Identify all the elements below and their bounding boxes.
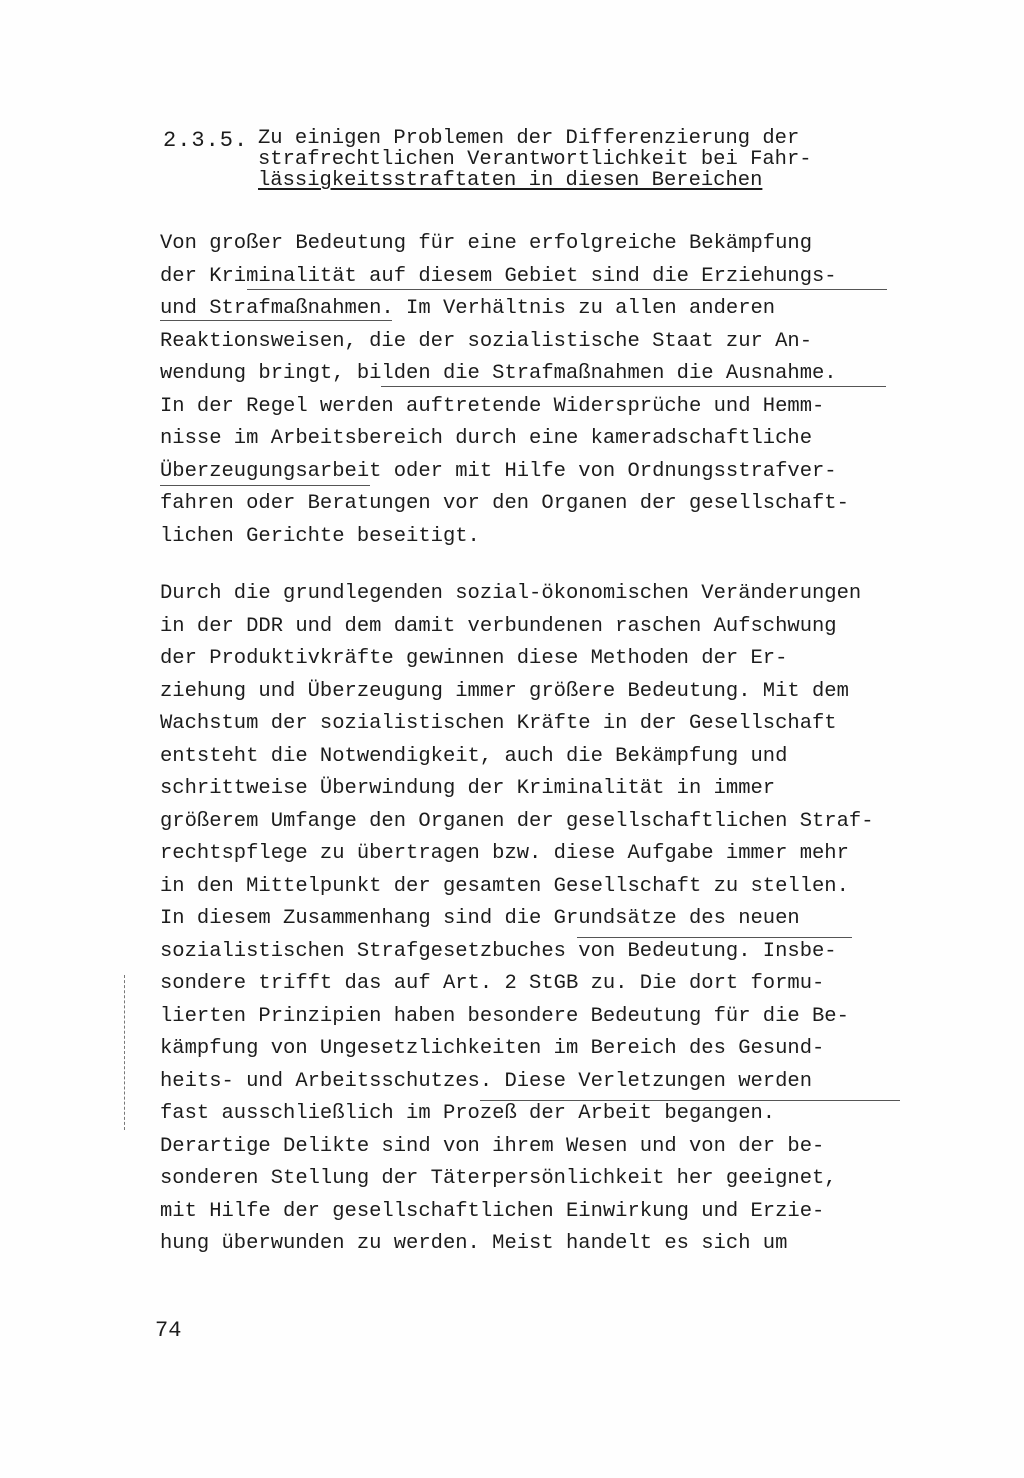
- text-line: Überzeugungsarbeit oder mit Hilfe von Ordnungsstrafver-: [160, 459, 837, 483]
- text-line: und Strafmaßnahmen. Im Verhältnis zu allen anderen: [160, 297, 776, 320]
- text-line: mit Hilfe der gesellschaftlichen Einwirkung und Erzie-: [160, 1199, 825, 1223]
- text-line: nisse im Arbeitsbereich durch eine kameradschaftliche: [160, 427, 813, 450]
- margin-pencil-mark: [124, 975, 125, 1130]
- text-line: Reaktionsweisen, die der sozialistische Staat zur An-: [160, 329, 813, 353]
- text-line: wendung bringt, bilden die Strafmaßnahmen die Ausnahme.: [160, 362, 837, 385]
- text-line: ziehung und Überzeugung immer größere Bedeutung. Mit dem: [160, 679, 849, 703]
- text-line: lierten Prinzipien haben besondere Bedeutung für die Be-: [160, 1004, 849, 1028]
- text-line: lichen Gerichte beseitigt.: [160, 524, 480, 548]
- paragraph-1: [160, 228, 940, 553]
- text-line: der Produktivkräfte gewinnen diese Methoden der Er-: [160, 647, 788, 670]
- text-line: Von großer Bedeutung für eine erfolgreiche Bekämpfung: [160, 232, 813, 255]
- text-line: fast ausschließlich im Prozeß der Arbeit begangen.: [160, 1102, 776, 1125]
- text-line: entsteht die Notwendigkeit, auch die Bekämpfung und: [160, 744, 788, 768]
- text-line: fahren oder Beratungen vor den Organen der gesellschaft-: [160, 492, 849, 515]
- pencil-underline: [160, 485, 370, 486]
- text-line: heits- und Arbeitsschutzes. Diese Verletzungen werden: [160, 1069, 813, 1093]
- pencil-underline: [160, 320, 392, 321]
- pencil-underline: [480, 1100, 900, 1101]
- text-line: In der Regel werden auftretende Widersprüche und Hemm-: [160, 394, 825, 418]
- text-line: rechtspflege zu übertragen bzw. diese Aufgabe immer mehr: [160, 842, 849, 865]
- page-number: 74: [155, 1318, 182, 1343]
- text-line: sozialistischen Strafgesetzbuches von Bedeutung. Insbe-: [160, 939, 837, 963]
- section-title: [258, 128, 898, 191]
- text-line: in den Mittelpunkt der gesamten Gesellschaft zu stellen.: [160, 874, 849, 898]
- text-line: der Kriminalität auf diesem Gebiet sind die Erziehungs-: [160, 264, 837, 288]
- section-number: 2.3.5.: [163, 128, 249, 153]
- text-line: sonderen Stellung der Täterpersönlichkeit her geeignet,: [160, 1167, 837, 1190]
- text-line: kämpfung von Ungesetzlichkeiten im Bereich des Gesund-: [160, 1037, 825, 1060]
- section-title-line: lässigkeitsstraftaten in diesen Bereichen: [258, 169, 763, 192]
- text-line: in der DDR und dem damit verbundenen raschen Aufschwung: [160, 614, 837, 638]
- text-line: Durch die grundlegenden sozial-ökonomischen Veränderungen: [160, 582, 862, 605]
- paragraph-2: [160, 578, 940, 1261]
- section-title-line: Zu einigen Problemen der Differenzierung der: [258, 127, 800, 150]
- pencil-underline: [577, 937, 852, 938]
- text-line: Wachstum der sozialistischen Kräfte in der Gesellschaft: [160, 712, 837, 735]
- section-title-line: strafrechtlichen Verantwortlichkeit bei Fahr-: [258, 148, 812, 171]
- pencil-underline: [247, 289, 887, 290]
- text-line: In diesem Zusammenhang sind die Grundsätze des neuen: [160, 907, 800, 930]
- text-line: sondere trifft das auf Art. 2 StGB zu. Die dort formu-: [160, 972, 825, 995]
- text-line: hung überwunden zu werden. Meist handelt es sich um: [160, 1232, 788, 1255]
- text-line: Derartige Delikte sind von ihrem Wesen und von der be-: [160, 1134, 825, 1158]
- text-line: schrittweise Überwindung der Kriminalität in immer: [160, 777, 776, 800]
- text-line: größerem Umfange den Organen der gesellschaftlichen Straf-: [160, 809, 874, 833]
- pencil-underline: [381, 386, 886, 387]
